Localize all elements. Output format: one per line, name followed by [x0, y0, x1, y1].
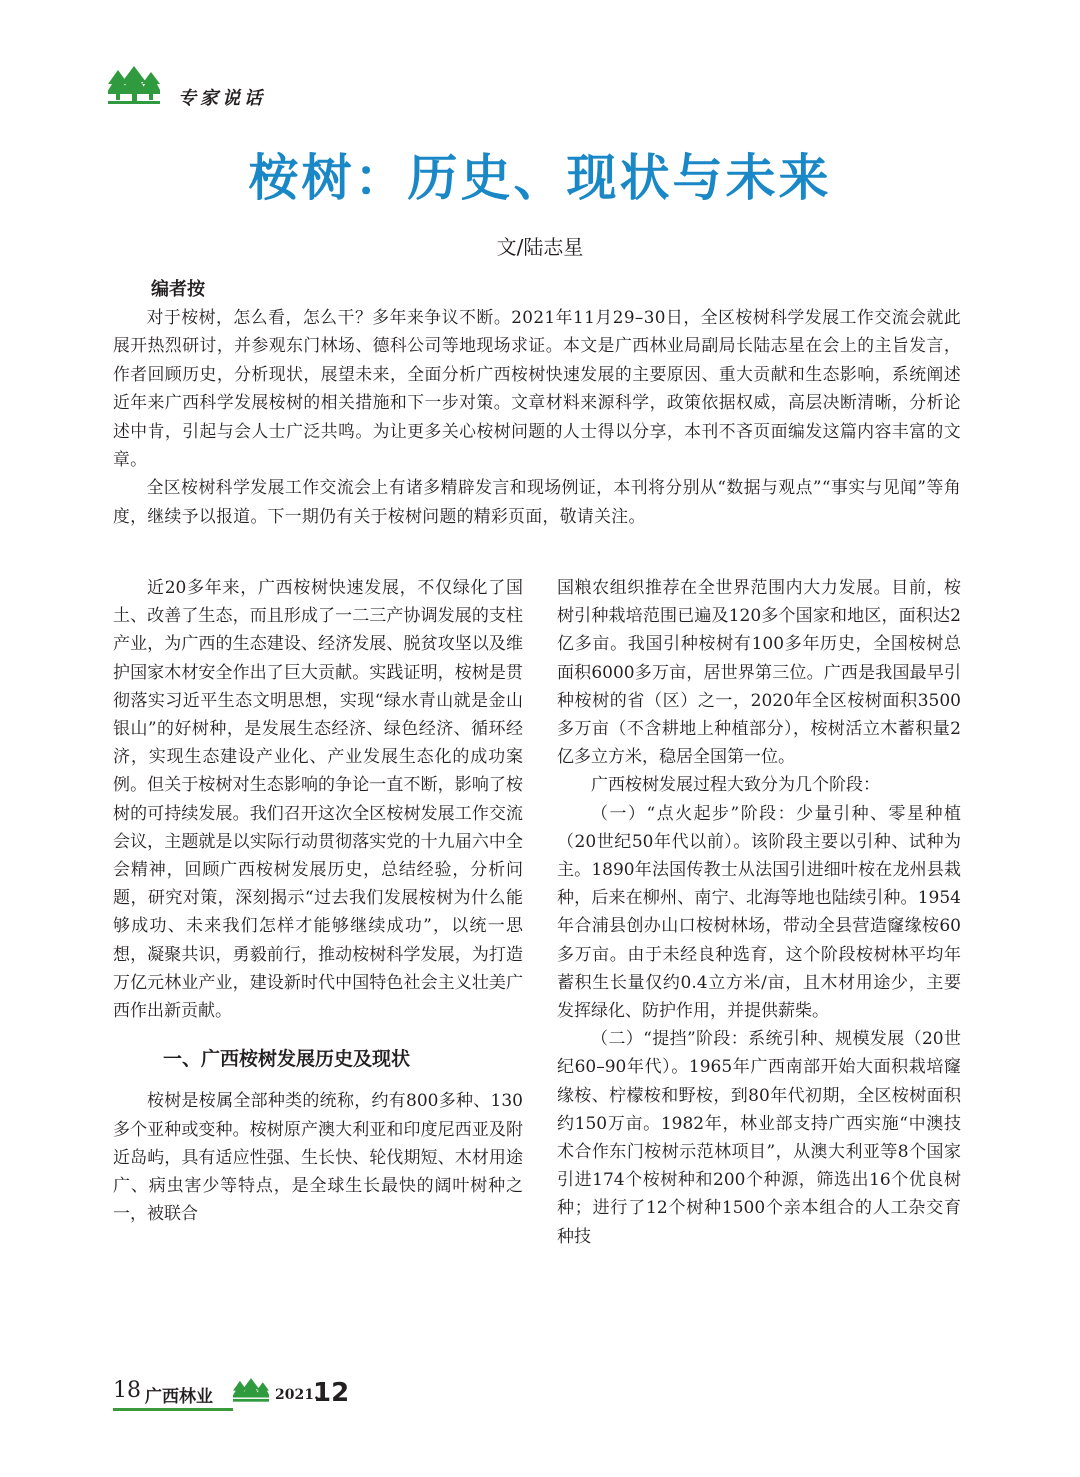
body-paragraph: （一）“点火起步”阶段：少量引种、零星种植（20世纪50年代以前）。该阶段主要以引种、试种为主。1890年法国传教士从法国引进细叶桉在龙州县栽种，后来在柳州、南宁、北海等地也陆续引种。1954年合浦县创办山口桉树林场，带动全县营造窿缘桉60多万亩。由于未经良种选育，这个阶段桉树林平均年蓄积生长量仅约0.4立方米/亩，且木材用途少，主要发挥绿化、防护作用，并提供薪柴。 [557, 803, 961, 1022]
body-paragraph: 国粮农组织推荐在全世界范围内大力发展。目前，桉树引种栽培范围已遍及120多个国家和地区，面积达2亿多亩。我国引种桉树有100多年历史，全国桉树总面积6000多万亩，居世界第三位。广西是我国最早引种桉树的省（区）之一，2020年全区桉树面积3500多万亩（不含耕地上种植部分），桉树活立木蓄积量2亿多立方米，稳居全国第一位。 [557, 578, 961, 768]
editor-note-paragraph: 全区桉树科学发展工作交流会上有诸多精辟发言和现场例证，本刊将分别从“数据与观点”“事实与见闻”等角度，继续予以报道。下一期仍有关于桉树问题的精彩页面，敬请关注。 [113, 477, 961, 526]
editor-note-paragraph: 对于桉树，怎么看，怎么干？多年来争议不断。2021年11月29–30日，全区桉树科学发展工作交流会就此展开热烈研讨，并参观东门林场、德科公司等地现场求证。本文是广西林业局副局长陆志星在会上的主旨发言，作者回顾历史，分析现状，展望未来，全面分析广西桉树快速发展的主要原因、重大贡献和生态影响，系统阐述近年来广西科学发展桉树的相关措施和下一步对策。文章材料来源科学，政策依据权威，高层决断清晰，分析论述中肯，引起与会人士广泛共鸣。为让更多关心桉树问题的人士得以分享，本刊不吝页面编发这篇内容丰富的文章。 [113, 307, 961, 470]
left-column [113, 574, 523, 1228]
tree-icon [108, 66, 160, 106]
intro-paragraph: 近20多年来，广西桉树快速发展，不仅绿化了国土、改善了生态，而且形成了一二三产协调发展的支柱产业，为广西的生态建设、经济发展、脱贫攻坚以及维护国家木材安全作出了巨大贡献。实践证明，桉树是贯彻落实习近平生态文明思想，实现“绿水青山就是金山银山”的好树种，是发展生态经济、绿色经济、循环经济，实现生态建设产业化、产业发展生态化的成功案例。但关于桉树对生态影响的争论一直不断，影响了桉树的可持续发展。我们召开这次全区桉树发展工作交流会议，主题就是以实际行动贯彻落实党的十九届六中全会精神，回顾广西桉树发展历史，总结经验，分析问题，研究对策，深刻揭示“过去我们发展桉树为什么能够成功、未来我们怎样才能够继续成功”，以统一思想，凝聚共识，勇毅前行，推动桉树科学发展，为打造万亿元林业产业，建设新时代中国特色社会主义壮美广西作出新贡献。 [113, 578, 523, 1022]
magazine-name: 广西林业 [145, 1387, 213, 1407]
editor-note-heading: 编者按 [151, 279, 205, 300]
body-paragraph: （二）“提挡”阶段：系统引种、规模发展（20世纪60–90年代）。1965年广西南部开始大面积栽培窿缘桉、柠檬桉和野桉，到80年代初期，全区桉树面积约150万亩。1982年，林业部支持广西实施“中澳技术合作东门桉树示范林项目”，从澳大利亚等8个国家引进174个桉树种和200个种源，筛选出16个优良树种；进行了12个树种1500个亲本组合的人工杂交育种技 [557, 1029, 961, 1247]
issue-month: 12 [313, 1378, 350, 1408]
page-header [108, 66, 408, 109]
issue-year: 2021. [275, 1387, 319, 1403]
body-paragraph: 广西桉树发展过程大致分为几个阶段： [591, 775, 880, 796]
right-column [557, 574, 961, 1251]
article-title: 桉树：历史、现状与未来 [248, 149, 832, 207]
body-paragraph: 桉树是桉属全部种类的统称，约有800多种、130多个亚种或变种。桉树原产澳大利亚和印度尼西亚及附近岛屿，具有适应性强、生长快、轮伐期短、木材用途广、病虫害少等特点，是全球生长最快的阔叶树种之一，被联合 [113, 1091, 523, 1225]
section-heading: 一、广西桉树发展历史及现状 [163, 1048, 411, 1071]
page-footer [113, 1378, 513, 1410]
article-author: 文/陆志星 [496, 235, 584, 259]
section-label: 专家说话 [178, 88, 266, 109]
footer-rule [113, 1408, 233, 1411]
editor-note [113, 303, 961, 530]
page-number: 18 [113, 1378, 141, 1403]
tree-icon [233, 1378, 269, 1406]
